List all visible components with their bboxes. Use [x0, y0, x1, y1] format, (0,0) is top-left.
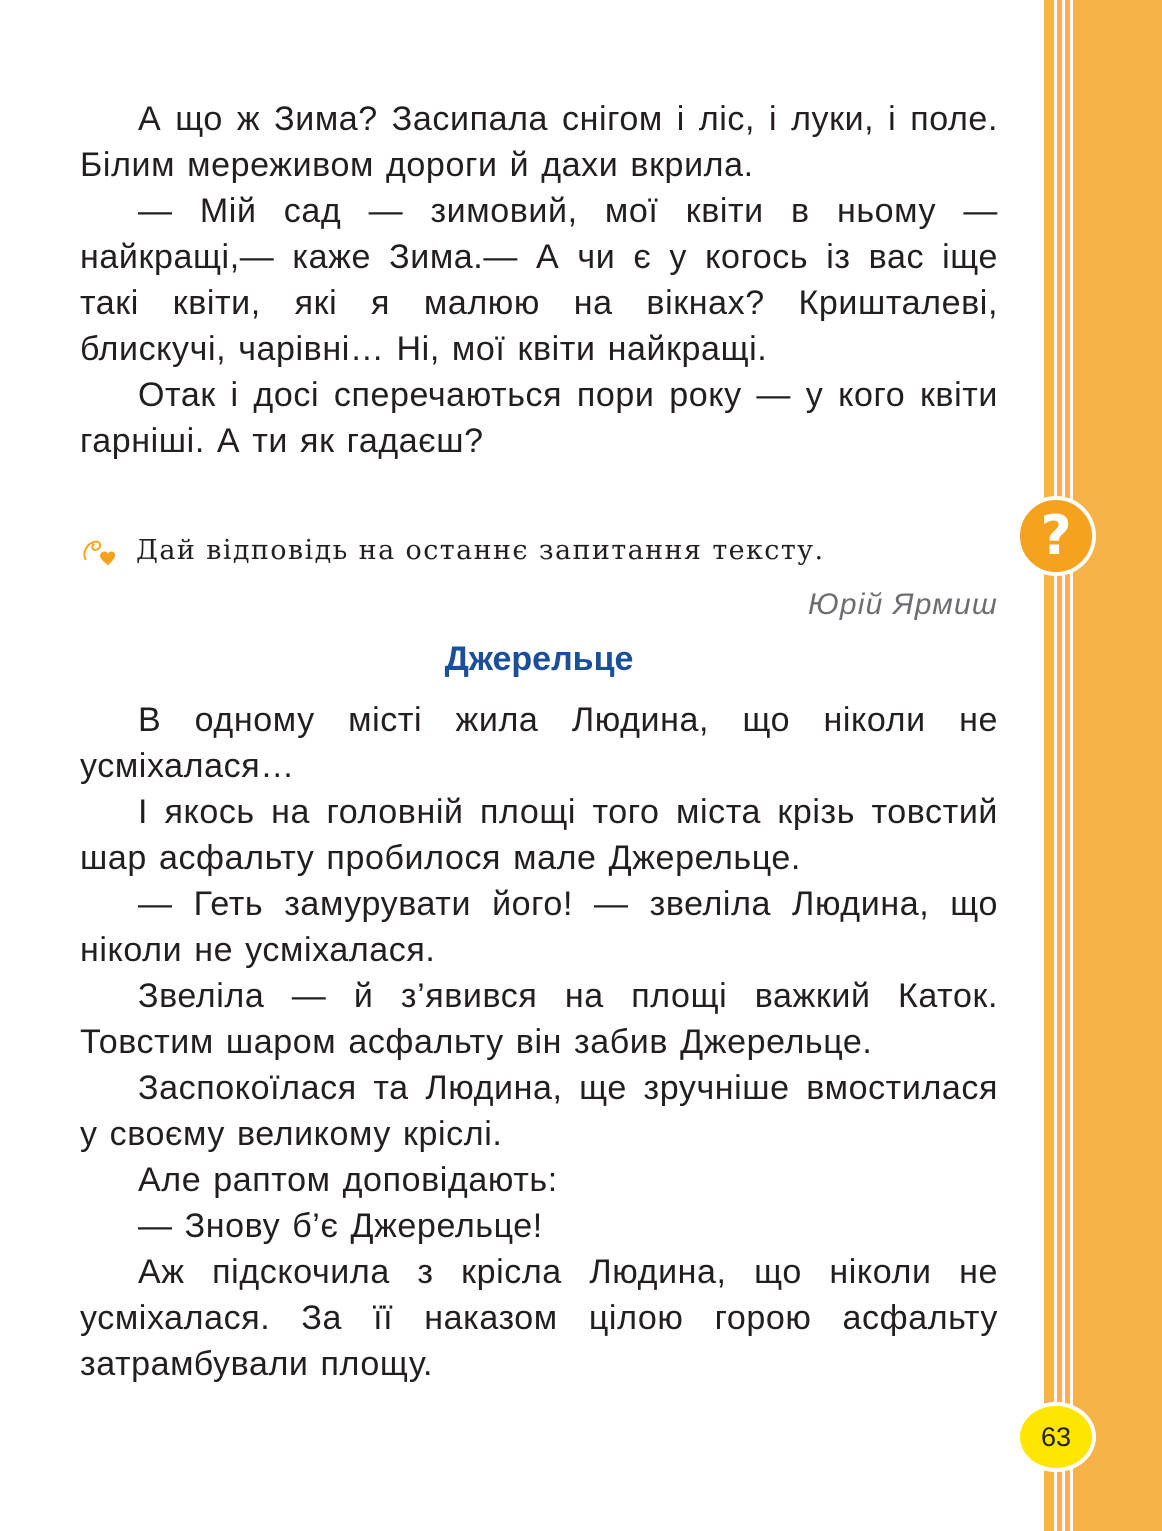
band-stripe: [1062, 0, 1065, 1531]
story-title: Джерельце: [444, 640, 634, 678]
task-text: Дай відповідь на останнє запитання тексту.: [136, 534, 825, 566]
task-prompt: [80, 530, 998, 570]
paragraph: Звеліла — й з’явився на площі важкий Каток. Товстим шаром асфальту він забив Джерельце.: [80, 977, 998, 1061]
paragraph: — Мій сад — зимовий, мої квіти в ньому — найкращі,— каже Зима.— А чи є у когось із вас іще такі квіти, які я малюю на вікнах? Кришталеві, блискучі, чарівні… Ні, мої квіти найкращі.: [80, 192, 998, 368]
text-continuation: [80, 96, 998, 464]
paragraph: Але раптом доповідають:: [138, 1161, 558, 1199]
paragraph: Заспокоїлася та Людина, ще зручніше вмостилася у своєму великому кріслі.: [80, 1069, 998, 1153]
paragraph: І якось на головній площі того міста крізь товстий шар асфальту пробилося мале Джерельце.: [80, 793, 998, 877]
question-icon: ?: [1016, 496, 1096, 576]
paragraph: В одному місті жила Людина, що ніколи не усміхалася…: [80, 701, 998, 785]
side-band: [1044, 0, 1162, 1531]
paragraph: — Геть замурувати його! — звеліла Людина, що ніколи не усміхалася.: [80, 885, 998, 969]
band-stripe: [1054, 0, 1057, 1531]
band-stripe: [1070, 0, 1073, 1531]
paragraph: — Знову б’є Джерельце!: [138, 1207, 543, 1245]
paragraph: Аж підскочила з крісла Людина, що ніколи не усміхалася. За її наказом цілою горою асфальту затрамбували площу.: [80, 1253, 998, 1383]
page-number: 63: [1016, 1402, 1096, 1472]
author-name: Юрій Ярмиш: [808, 588, 998, 621]
paragraph: Отак і досі сперечаються пори року — у кого квіти гарніші. А ти як гадаєш?: [80, 376, 998, 460]
paragraph: А що ж Зима? Засипала снігом і ліс, і луки, і поле. Білим мереживом дороги й дахи вкрила.: [80, 100, 998, 184]
pen-heart-icon: [80, 530, 120, 570]
story-body: [80, 697, 998, 1387]
